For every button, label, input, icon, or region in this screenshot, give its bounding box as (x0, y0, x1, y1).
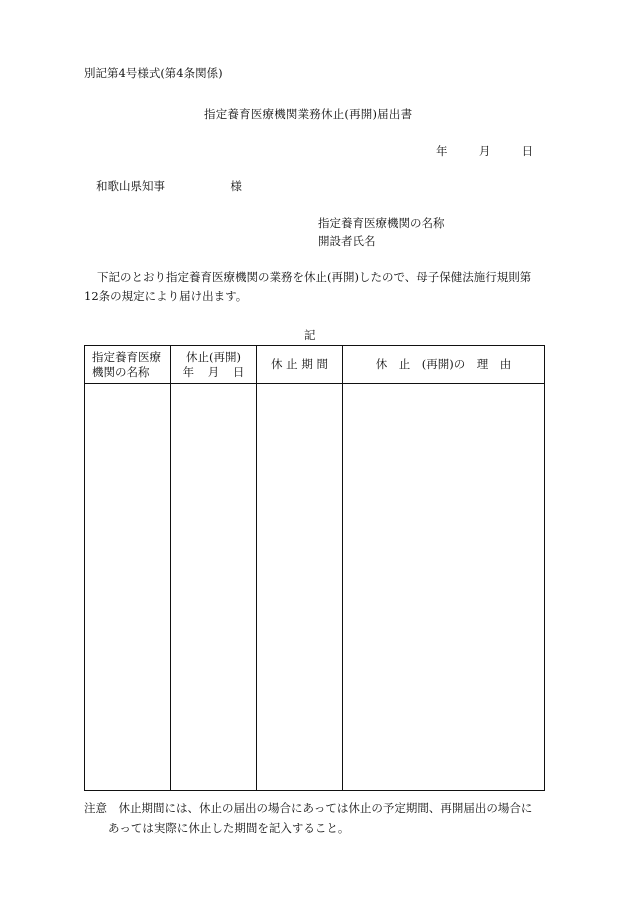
header-reason (343, 346, 545, 384)
header-date-year: 年 (182, 364, 195, 379)
suspension-period-cell[interactable] (257, 384, 343, 791)
addressee-honorific: 様 (230, 179, 242, 193)
date-day-label: 日 (521, 144, 534, 158)
header-suspension-date-line-1: 休止(再開) (186, 349, 241, 364)
header-institution-name-line-1: 指定養育医療 (92, 349, 161, 364)
suspension-date-cell[interactable] (171, 384, 257, 791)
note-line-1: 注意 休止期間には、休止の届出の場合にあっては休止の予定期間、再開届出の場合に (84, 801, 533, 815)
record-heading: 記 (304, 328, 316, 342)
institution-name-cell[interactable] (85, 384, 171, 791)
addressee (96, 178, 242, 194)
header-suspension-date-line-2 (171, 365, 256, 380)
reason-cell[interactable] (343, 384, 545, 791)
header-date-day: 日 (232, 364, 245, 379)
document-title: 指定養育医療機関業務休止(再開)届出書 (204, 107, 413, 121)
record-table-header-row (85, 346, 545, 384)
institution-name-label: 指定養育医療機関の名称 (318, 216, 445, 230)
founder-name-label: 開設者氏名 (318, 234, 376, 248)
date-month-label: 月 (478, 144, 491, 158)
header-suspension-period (257, 346, 343, 384)
form-label: 別記第4号様式(第4条関係) (84, 66, 223, 80)
record-table (84, 345, 545, 791)
header-institution-name (85, 346, 171, 384)
addressee-name: 和歌山県知事 (96, 179, 165, 193)
header-date-month: 月 (207, 364, 220, 379)
header-suspension-date (171, 346, 257, 384)
header-institution-name-line-2: 機関の名称 (92, 364, 150, 379)
header-suspension-period-label: 休 止 期 間 (271, 357, 328, 371)
body-text-line-2: 12条の規定により届け出ます。 (84, 289, 248, 303)
body-text-line-1: 下記のとおり指定養育医療機関の業務を休止(再開)したので、母子保健法施行規則第 (97, 270, 532, 284)
header-reason-label: 休 止 (再開)の 理 由 (375, 357, 512, 371)
record-table-entry-row (85, 384, 545, 791)
date-line (436, 143, 533, 159)
date-year-label: 年 (436, 144, 448, 158)
note-line-2: あっては実際に休止した期間を記入すること。 (108, 821, 350, 835)
